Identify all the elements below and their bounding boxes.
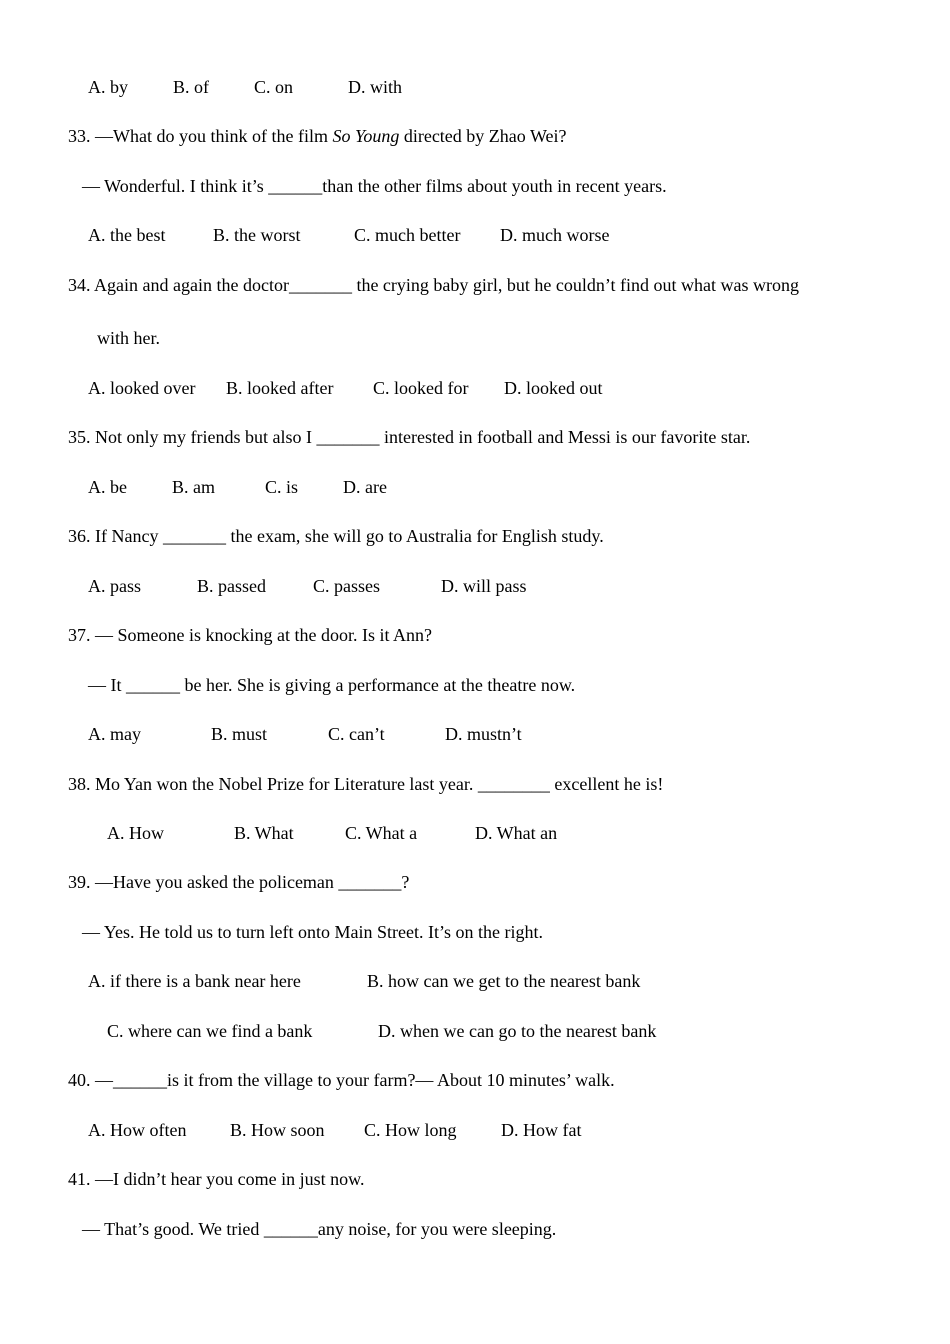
option-c: C. How long (364, 1120, 457, 1140)
option-c: C. on (254, 77, 294, 97)
option-c: C. looked for (373, 378, 469, 398)
question-37-stem: 37. — Someone is knocking at the door. Is it Ann? (68, 625, 432, 645)
question-33-stem (68, 125, 566, 147)
option-a: A. be (88, 477, 127, 497)
question-33-response: — Wonderful. I think it’s ______than the other films about youth in recent years. (82, 176, 667, 196)
option-b: B. must (211, 724, 268, 744)
option-a: A. How (107, 823, 164, 843)
option-b: B. am (172, 477, 215, 497)
option-d: D. when we can go to the nearest bank (378, 1021, 657, 1041)
option-b: B. looked after (226, 378, 334, 398)
option-b: B. What (234, 823, 294, 843)
question-39-stem: 39. —Have you asked the policeman _______? (68, 872, 410, 892)
option-d: D. looked out (504, 378, 603, 398)
question-34-stem: 34. Again and again the doctor_______ the crying baby girl, but he couldn’t find out what was wrong (68, 275, 800, 295)
option-a: A. if there is a bank near here (88, 971, 301, 991)
question-37-response: — It ______ be her. She is giving a performance at the theatre now. (88, 675, 576, 695)
question-33-stem-post: directed by Zhao Wei? (399, 126, 567, 146)
question-36-stem: 36. If Nancy _______ the exam, she will go to Australia for English study. (68, 526, 604, 546)
option-c: C. can’t (328, 724, 385, 744)
option-a: A. How often (88, 1120, 187, 1140)
question-38-stem: 38. Mo Yan won the Nobel Prize for Literature last year. ________ excellent he is! (68, 774, 664, 794)
option-d: D. are (343, 477, 387, 497)
option-d: D. mustn’t (445, 724, 522, 744)
option-a: A. the best (88, 225, 166, 245)
question-40-stem: 40. —______is it from the village to your farm?— About 10 minutes’ walk. (68, 1070, 615, 1090)
question-41-response: — That’s good. We tried ______any noise, for you were sleeping. (82, 1219, 557, 1239)
option-d: D. What an (475, 823, 558, 843)
question-34-stem-cont: with her. (97, 328, 160, 348)
option-a: A. may (88, 724, 141, 744)
option-a: A. pass (88, 576, 141, 596)
option-b: B. how can we get to the nearest bank (367, 971, 641, 991)
film-title: So Young (332, 126, 400, 146)
option-b: B. of (173, 77, 209, 97)
option-d: D. How fat (501, 1120, 582, 1140)
option-b: B. the worst (213, 225, 301, 245)
question-35-stem: 35. Not only my friends but also I _______ interested in football and Messi is our favorite star. (68, 427, 751, 447)
option-d: D. with (348, 77, 402, 97)
option-d: D. much worse (500, 225, 610, 245)
option-c: C. where can we find a bank (107, 1021, 313, 1041)
question-33-stem-pre: 33. —What do you think of the film (68, 126, 333, 146)
option-a: A. looked over (88, 378, 196, 398)
option-a: A. by (88, 77, 128, 97)
option-c: C. What a (345, 823, 418, 843)
option-c: C. is (265, 477, 299, 497)
option-d: D. will pass (441, 576, 527, 596)
question-39-response: — Yes. He told us to turn left onto Main Street. It’s on the right. (82, 922, 543, 942)
option-c: C. much better (354, 225, 461, 245)
option-b: B. How soon (230, 1120, 325, 1140)
option-c: C. passes (313, 576, 380, 596)
option-b: B. passed (197, 576, 266, 596)
question-41-stem: 41. —I didn’t hear you come in just now. (68, 1169, 365, 1189)
